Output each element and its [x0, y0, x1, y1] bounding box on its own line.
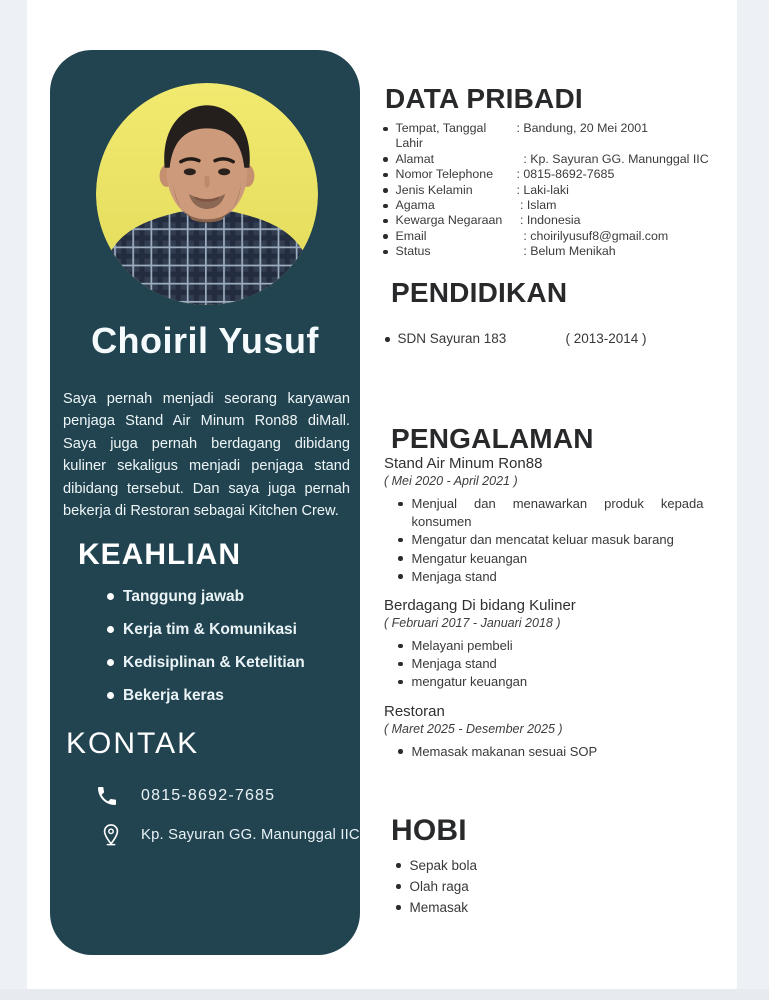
section-hobbies	[378, 814, 738, 918]
contact-phone-value: 0815-8692-7685	[141, 787, 276, 804]
bullet-icon	[398, 680, 403, 685]
skill-label: Bekerja keras	[123, 686, 224, 704]
personal-row	[382, 198, 738, 213]
bullet-icon	[398, 502, 403, 507]
skill-label: Kedisiplinan & Ketelitian	[123, 653, 305, 671]
duty-text: Menjual dan menawarkan produk kepada konsumen	[411, 496, 704, 530]
personal-value: : Indonesia	[516, 213, 581, 228]
personal-label: Agama	[395, 198, 435, 213]
skill-item	[107, 646, 347, 679]
personal-row	[382, 121, 738, 152]
personal-value: : choirilyusuf8@gmail.com	[516, 228, 669, 243]
bullet-icon	[398, 574, 403, 579]
phone-icon	[95, 784, 119, 808]
personal-value: : Kp. Sayuran GG. Manunggal IIC	[516, 151, 709, 166]
skills-list	[107, 580, 347, 712]
hobby-label: Olah raga	[409, 879, 469, 894]
about-summary: Saya pernah menjadi seorang karyawan penjaga Stand Air Minum Ron88 diMall. Saya juga pernah berdagang dibidang kuliner sekaligus menjadi penjaga stand dibidang tersebut. Dan saya juga pernah bekerja di Restoran sebagai Kitchen Crew.	[63, 391, 350, 520]
education-period: ( 2013-2014 )	[565, 331, 647, 346]
duty-item	[397, 743, 738, 761]
duty-item	[397, 655, 738, 673]
section-experience	[378, 422, 738, 761]
duty-text: Mengatur dan mencatat keluar masuk barang	[411, 532, 674, 548]
location-pin-icon	[100, 822, 122, 848]
duty-text: Menjaga stand	[411, 656, 497, 672]
duty-item	[397, 673, 738, 691]
personal-label: Email	[395, 228, 427, 243]
bullet-icon	[398, 749, 403, 754]
candidate-name: Choiril Yusuf	[91, 320, 319, 361]
hobby-item	[395, 855, 738, 876]
contact-address-value: Kp. Sayuran GG. Manunggal IIC	[141, 827, 360, 843]
contact-phone-row	[95, 784, 275, 808]
personal-row	[382, 183, 738, 198]
personal-label: Nomor Telephone	[395, 167, 494, 182]
skill-item	[107, 679, 347, 712]
experience-job	[384, 597, 738, 692]
bullet-icon	[383, 204, 388, 209]
hobby-item	[395, 897, 738, 918]
job-period: ( Februari 2017 - Januari 2018 )	[384, 616, 561, 631]
skill-label: Tanggung jawab	[123, 587, 245, 605]
hobby-item	[395, 876, 738, 897]
duty-text: Memasak makanan sesuai SOP	[411, 743, 598, 759]
resume-sidebar	[50, 50, 360, 955]
duty-text: mengatur keuangan	[411, 674, 528, 690]
personal-value: : Bandung, 20 Mei 2001	[516, 121, 649, 135]
duty-text: Menjaga stand	[411, 568, 497, 584]
personal-row	[382, 167, 738, 182]
page-margin-left	[0, 0, 27, 1000]
bullet-icon	[383, 234, 388, 239]
personal-value: : Islam	[516, 198, 557, 213]
bullet-icon	[396, 884, 401, 889]
personal-value: : 0815-8692-7685	[516, 167, 615, 182]
personal-label: Status	[395, 244, 431, 259]
contact-address-row	[100, 822, 360, 848]
duty-item	[397, 550, 738, 568]
bullet-icon	[396, 905, 401, 910]
bullet-icon	[107, 692, 114, 699]
bullet-icon	[383, 173, 388, 178]
hobby-label: Memasak	[409, 900, 469, 915]
bullet-icon	[107, 659, 114, 666]
job-period: ( Maret 2025 - Desember 2025 )	[384, 721, 563, 736]
hobby-label: Sepak bola	[409, 858, 478, 873]
job-period: ( Mei 2020 - April 2021 )	[384, 474, 518, 488]
duty-item	[397, 531, 738, 549]
education-school: SDN Sayuran 183	[397, 331, 507, 346]
section-personal-data	[378, 82, 738, 260]
bullet-icon	[396, 863, 401, 868]
page-margin-right	[737, 0, 769, 1000]
duty-item	[397, 568, 738, 586]
skill-item	[107, 580, 347, 613]
personal-label: Alamat	[395, 151, 435, 166]
bullet-icon	[383, 188, 388, 193]
duty-item	[397, 637, 738, 655]
bullet-icon	[385, 337, 390, 342]
personal-value: : Belum Menikah	[516, 244, 616, 259]
resume-main	[378, 0, 738, 1000]
experience-title: PENGALAMAN	[391, 423, 594, 454]
job-name: Stand Air Minum Ron88	[384, 455, 543, 472]
education-title: PENDIDIKAN	[391, 277, 568, 308]
skill-item	[107, 613, 347, 646]
experience-job	[384, 703, 738, 761]
personal-label: Jenis Kelamin	[395, 182, 473, 197]
bullet-icon	[398, 644, 403, 649]
duty-text: Mengatur keuangan	[411, 550, 528, 566]
job-duties	[397, 495, 738, 586]
skills-section-title: KEAHLIAN	[78, 538, 241, 571]
bullet-icon	[383, 127, 388, 132]
personal-data-list	[382, 121, 738, 260]
personal-label: Kewarga Negaraan	[395, 213, 503, 228]
bullet-icon	[398, 538, 403, 543]
job-name: Berdagang Di bidang Kuliner	[384, 597, 576, 615]
contact-section-title: KONTAK	[66, 727, 200, 760]
education-row	[384, 331, 738, 347]
bullet-icon	[398, 556, 403, 561]
personal-row	[382, 229, 738, 244]
section-education	[378, 276, 738, 347]
personal-value: : Laki-laki	[516, 182, 569, 197]
job-name: Restoran	[384, 702, 445, 720]
bullet-icon	[107, 626, 114, 633]
duty-text: Melayani pembeli	[411, 638, 513, 654]
personal-row	[382, 152, 738, 167]
profile-photo	[96, 83, 318, 305]
bullet-icon	[383, 250, 388, 255]
skill-label: Kerja tim & Komunikasi	[123, 620, 297, 638]
personal-data-title: DATA PRIBADI	[385, 83, 583, 114]
hobbies-list	[395, 855, 738, 918]
experience-job	[384, 455, 738, 586]
personal-row	[382, 213, 738, 228]
bullet-icon	[383, 157, 388, 162]
hobbies-title: HOBI	[391, 814, 467, 847]
personal-row	[382, 244, 738, 259]
job-duties	[397, 637, 738, 692]
bullet-icon	[398, 662, 403, 667]
bullet-icon	[107, 593, 114, 600]
bullet-icon	[383, 219, 388, 224]
personal-label: Tempat, Tanggal Lahir	[395, 121, 487, 151]
job-duties	[397, 743, 738, 761]
duty-item	[397, 495, 738, 531]
profile-photo-illustration	[96, 83, 318, 305]
